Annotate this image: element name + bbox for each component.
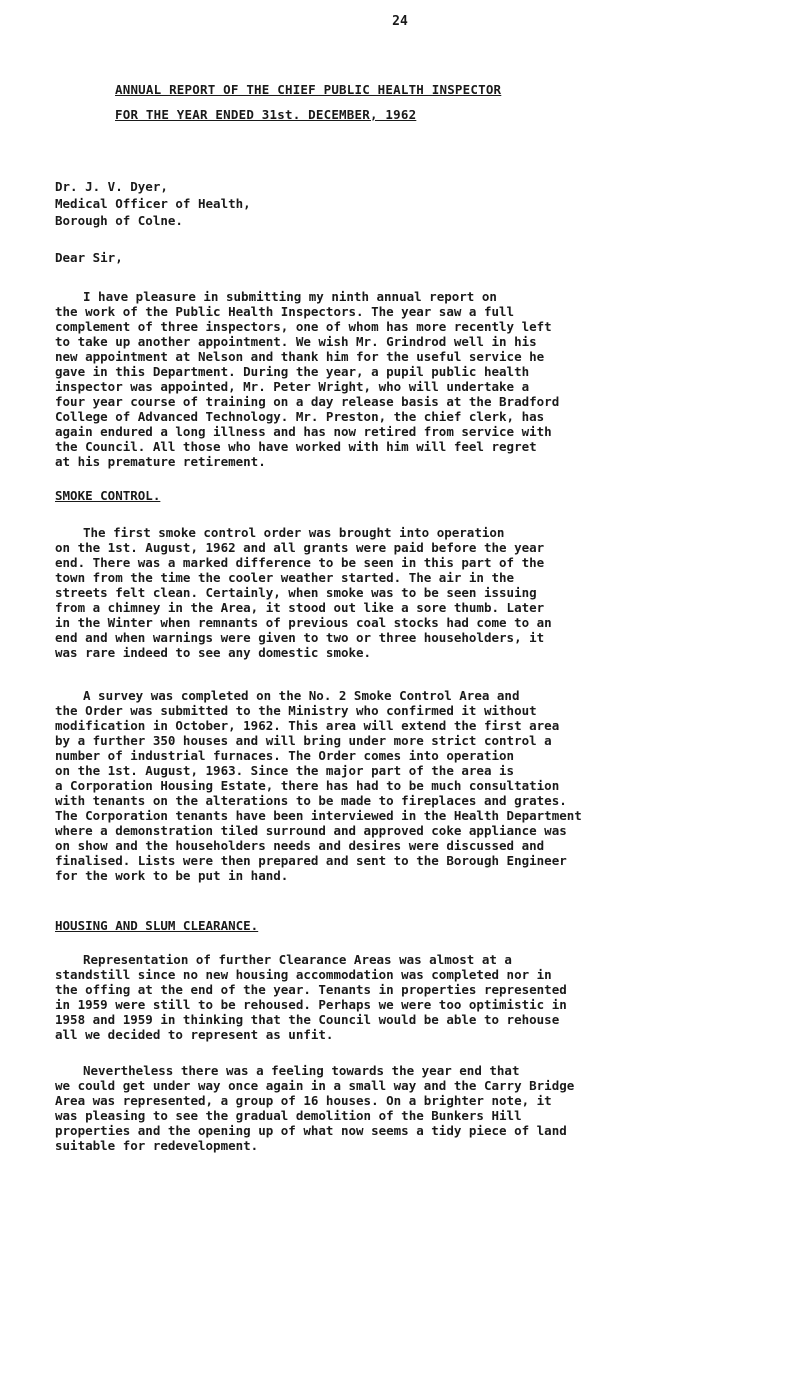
- text-line: was pleasing to see the gradual demolition of the Bunkers Hill: [55, 1108, 522, 1123]
- text-line: properties and the opening up of what now seems a tidy piece of land: [55, 1123, 567, 1138]
- text-line: in the Winter when remnants of previous coal stocks had come to an: [55, 615, 552, 630]
- text-line: where a demonstration tiled surround and approved coke appliance was: [55, 823, 567, 838]
- text-line: Nevertheless there was a feeling towards the year end that: [83, 1063, 520, 1078]
- salutation: Dear Sir,: [55, 250, 123, 265]
- text-line: from a chimney in the Area, it stood out like a sore thumb. Later: [55, 600, 545, 615]
- text-line: The first smoke control order was brought into operation: [83, 525, 505, 540]
- text-line: with tenants on the alterations to be made to fireplaces and grates.: [55, 793, 567, 808]
- addressee-borough: Borough of Colne.: [55, 213, 183, 228]
- text-line: I have pleasure in submitting my ninth annual report on: [83, 289, 497, 304]
- text-line: all we decided to represent as unfit.: [55, 1027, 334, 1042]
- text-line: Representation of further Clearance Areas was almost at a: [83, 952, 512, 967]
- text-line: Area was represented, a group of 16 houses. On a brighter note, it: [55, 1093, 552, 1108]
- text-line: the offing at the end of the year. Tenants in properties represented: [55, 982, 567, 997]
- text-line: 1958 and 1959 in thinking that the Council would be able to rehouse: [55, 1012, 560, 1027]
- text-line: a Corporation Housing Estate, there has had to be much consultation: [55, 778, 560, 793]
- text-line: on the 1st. August, 1962 and all grants were paid before the year: [55, 540, 545, 555]
- text-line: suitable for redevelopment.: [55, 1138, 259, 1153]
- report-title-line-2: FOR THE YEAR ENDED 31st. DECEMBER, 1962: [115, 107, 417, 122]
- text-line: to take up another appointment. We wish Mr. Grindrod well in his: [55, 334, 537, 349]
- text-line: A survey was completed on the No. 2 Smoke Control Area and: [83, 688, 520, 703]
- text-line: again endured a long illness and has now retired from service with: [55, 424, 552, 439]
- housing-paragraph-2: [55, 1063, 755, 1153]
- housing-heading: HOUSING AND SLUM CLEARANCE.: [55, 918, 259, 933]
- addressee-title: Medical Officer of Health,: [55, 196, 251, 211]
- text-line: for the work to be put in hand.: [55, 868, 289, 883]
- text-line: The Corporation tenants have been interviewed in the Health Department: [55, 808, 582, 823]
- text-line: was rare indeed to see any domestic smoke.: [55, 645, 372, 660]
- smoke-control-heading: SMOKE CONTROL.: [55, 488, 161, 503]
- text-line: the work of the Public Health Inspectors. The year saw a full: [55, 304, 515, 319]
- text-line: complement of three inspectors, one of whom has more recently left: [55, 319, 552, 334]
- text-line: number of industrial furnaces. The Order comes into operation: [55, 748, 515, 763]
- text-line: end. There was a marked difference to be seen in this part of the: [55, 555, 545, 570]
- text-line: inspector was appointed, Mr. Peter Wright, who will undertake a: [55, 379, 530, 394]
- text-line: gave in this Department. During the year, a pupil public health: [55, 364, 530, 379]
- addressee-name: Dr. J. V. Dyer,: [55, 179, 168, 194]
- text-line: four year course of training on a day release basis at the Bradford: [55, 394, 560, 409]
- smoke-control-paragraph-2: [55, 688, 755, 883]
- smoke-control-paragraph-1: [55, 525, 755, 660]
- text-line: town from the time the cooler weather started. The air in the: [55, 570, 515, 585]
- text-line: modification in October, 1962. This area will extend the first area: [55, 718, 560, 733]
- housing-paragraph-1: [55, 952, 755, 1042]
- text-line: at his premature retirement.: [55, 454, 266, 469]
- text-line: end and when warnings were given to two or three householders, it: [55, 630, 545, 645]
- intro-paragraph: [55, 289, 755, 469]
- text-line: the Council. All those who have worked with him will feel regret: [55, 439, 537, 454]
- page-number: 24: [392, 14, 408, 29]
- text-line: College of Advanced Technology. Mr. Preston, the chief clerk, has: [55, 409, 545, 424]
- text-line: finalised. Lists were then prepared and sent to the Borough Engineer: [55, 853, 567, 868]
- text-line: on the 1st. August, 1963. Since the major part of the area is: [55, 763, 515, 778]
- text-line: standstill since no new housing accommodation was completed nor in: [55, 967, 552, 982]
- text-line: we could get under way once again in a small way and the Carry Bridge: [55, 1078, 575, 1093]
- text-line: streets felt clean. Certainly, when smoke was to be seen issuing: [55, 585, 537, 600]
- text-line: new appointment at Nelson and thank him for the useful service he: [55, 349, 545, 364]
- report-title-line-1: ANNUAL REPORT OF THE CHIEF PUBLIC HEALTH INSPECTOR: [115, 82, 502, 97]
- text-line: the Order was submitted to the Ministry who confirmed it without: [55, 703, 537, 718]
- text-line: by a further 350 houses and will bring under more strict control a: [55, 733, 552, 748]
- text-line: on show and the householders needs and desires were discussed and: [55, 838, 545, 853]
- text-line: in 1959 were still to be rehoused. Perhaps we were too optimistic in: [55, 997, 567, 1012]
- addressee-block: [55, 178, 251, 229]
